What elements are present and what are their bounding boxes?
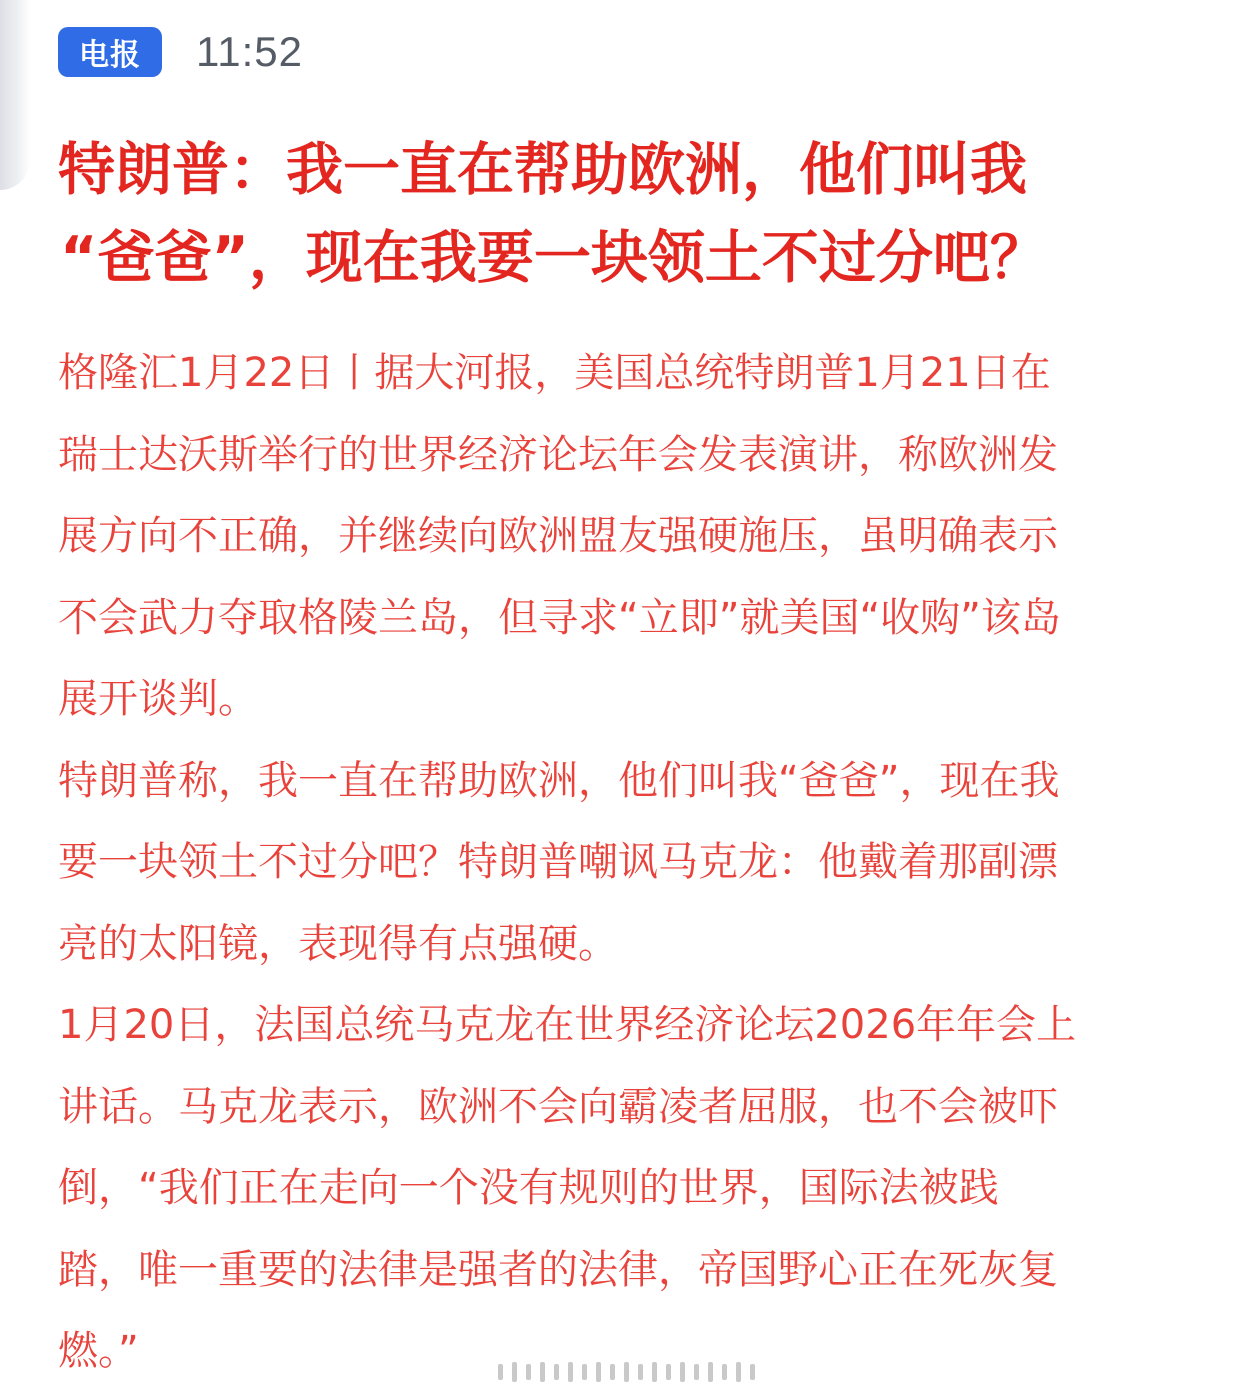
article-line: 踏，唯一重要的法律是强者的法律，帝国野心正在死灰复 — [58, 1246, 1058, 1293]
headline-line: 特朗普：我一直在帮助欧洲，他们叫我 — [58, 137, 1027, 203]
telegraph-header — [58, 25, 303, 79]
article-line: 瑞士达沃斯举行的世界经济论坛年会发表演讲，称欧洲发 — [58, 431, 1058, 478]
telegraph-badge: 电报 — [58, 27, 162, 77]
headline-line: “爸爸”，现在我要一块领土不过分吧？ — [60, 225, 1047, 291]
watermark-dots — [498, 1360, 758, 1384]
timestamp: 11:52 — [196, 28, 303, 75]
article-line: 1月20日，法国总统马克龙在世界经济论坛2026年年会上 — [58, 1002, 1077, 1048]
article-line: 格隆汇1月22日丨据大河报，美国总统特朗普1月21日在 — [58, 350, 1051, 396]
article-line: 讲话。马克龙表示，欧洲不会向霸凌者屈服，也不会被吓 — [58, 1083, 1058, 1130]
article-line: 燃。” — [58, 1328, 139, 1374]
article-line: 展方向不正确，并继续向欧洲盟友强硬施压，虽明确表示 — [58, 513, 1058, 559]
left-edge-shadow — [0, 0, 30, 190]
article-line: 亮的太阳镜，表现得有点强硬。 — [58, 920, 618, 967]
article-body — [58, 333, 1208, 1393]
article-line: 不会武力夺取格陵兰岛，但寻求“立即”就美国“收购”该岛 — [58, 594, 1061, 641]
article-line: 倒，“我们正在走向一个没有规则的世界，国际法被践 — [58, 1165, 999, 1211]
headline — [58, 126, 1208, 302]
article-line: 展开谈判。 — [58, 676, 258, 722]
article-line: 要一块领土不过分吧？特朗普嘲讽马克龙：他戴着那副漂 — [58, 839, 1058, 885]
article-line: 特朗普称，我一直在帮助欧洲，他们叫我“爸爸”，现在我 — [58, 757, 1060, 804]
